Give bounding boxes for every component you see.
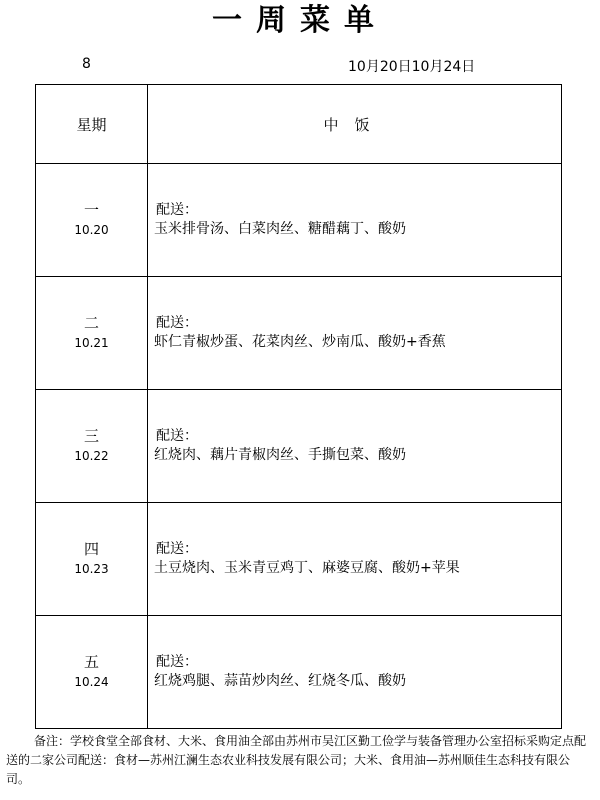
day-name: 四 bbox=[83, 540, 99, 558]
day-cell bbox=[36, 390, 148, 503]
footnote: 备注：学校食堂全部食材、大米、食用油全部由苏州市吴江区勤工俭学与装备管理办公室招标采购定点配送的二家公司配送：食材—苏州江澜生态农业科技发展有限公司；大米、食用油—苏州顺佳生态科技有限公司。 bbox=[6, 734, 587, 786]
date-range: 10月20日10月24日 bbox=[348, 59, 476, 75]
day-name: 五 bbox=[83, 653, 99, 671]
day-date: 10.23 bbox=[74, 562, 109, 576]
meal-cell bbox=[148, 164, 562, 277]
header-lunch: 中饭 bbox=[148, 85, 562, 164]
day-name: 二 bbox=[83, 314, 99, 332]
meal-label: 配送： bbox=[156, 428, 198, 444]
day-cell bbox=[36, 503, 148, 616]
day-name: 一 bbox=[83, 201, 99, 219]
table-row bbox=[36, 164, 562, 277]
table-row bbox=[36, 390, 562, 503]
meal-label: 配送： bbox=[156, 315, 198, 331]
header-day: 星期 bbox=[36, 85, 148, 164]
meal-cell bbox=[148, 277, 562, 390]
day-cell bbox=[36, 277, 148, 390]
table-header-row bbox=[36, 85, 562, 164]
meal-items: 虾仁青椒炒蛋、花菜肉丝、炒南瓜、酸奶+香蕉 bbox=[154, 334, 446, 350]
page-title: 一周菜单 bbox=[212, 3, 388, 38]
meal-items: 红烧鸡腿、蒜苗炒肉丝、红烧冬瓜、酸奶 bbox=[154, 673, 406, 689]
day-date: 10.21 bbox=[74, 336, 109, 350]
meal-cell bbox=[148, 503, 562, 616]
meal-label: 配送： bbox=[156, 654, 198, 670]
meal-label: 配送： bbox=[156, 541, 198, 557]
day-cell bbox=[36, 616, 148, 729]
meal-cell bbox=[148, 616, 562, 729]
meal-items: 红烧肉、藕片青椒肉丝、手撕包菜、酸奶 bbox=[154, 447, 406, 463]
day-cell bbox=[36, 164, 148, 277]
table-row bbox=[36, 503, 562, 616]
day-date: 10.22 bbox=[74, 449, 109, 463]
day-name: 三 bbox=[83, 427, 99, 445]
week-number: 8 bbox=[82, 56, 91, 72]
day-date: 10.20 bbox=[74, 223, 109, 237]
meal-cell bbox=[148, 390, 562, 503]
day-date: 10.24 bbox=[74, 675, 109, 689]
menu-table bbox=[35, 84, 562, 729]
table-row bbox=[36, 277, 562, 390]
meal-label: 配送： bbox=[156, 202, 198, 218]
meal-items: 土豆烧肉、玉米青豆鸡丁、麻婆豆腐、酸奶+苹果 bbox=[154, 560, 460, 576]
table-row bbox=[36, 616, 562, 729]
meal-items: 玉米排骨汤、白菜肉丝、糖醋藕丁、酸奶 bbox=[154, 221, 406, 237]
